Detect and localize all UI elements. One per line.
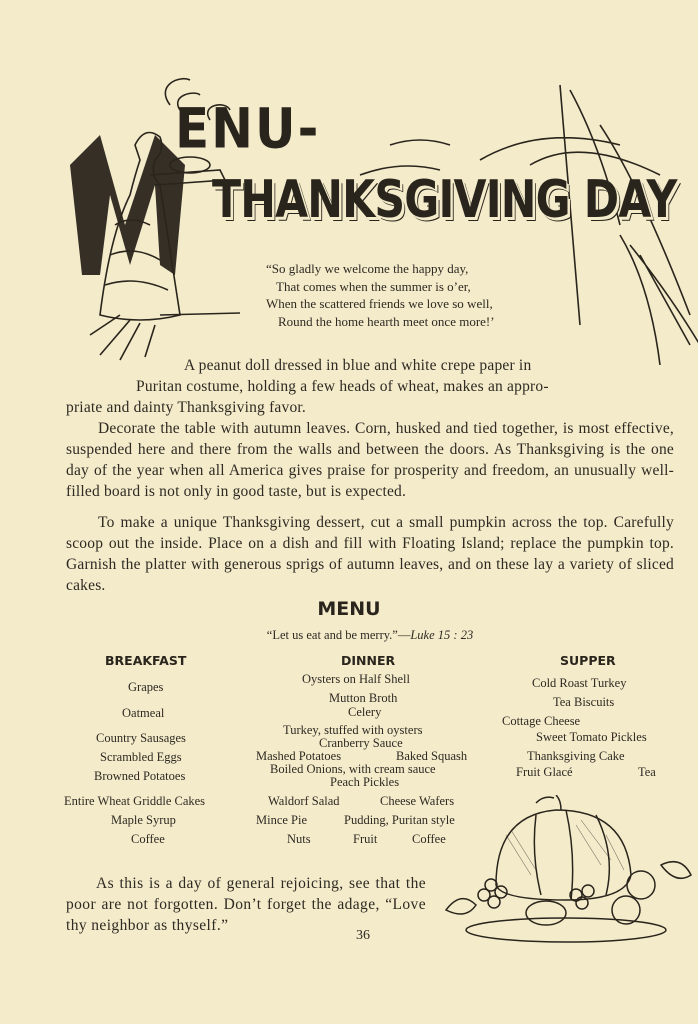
menu-item: Tea Biscuits (553, 695, 615, 709)
quote-reference: Luke 15 : 23 (410, 628, 474, 642)
menu-item: Cold Roast Turkey (532, 676, 627, 690)
pumpkin-platter-illustration (436, 795, 698, 955)
menu-item: Cheese Wafers (380, 794, 455, 808)
menu-item: Fruit Glacé (516, 765, 573, 779)
menu-item: Entire Wheat Griddle Cakes (64, 794, 206, 808)
poem-line: When the scattered friends we love so well, (266, 296, 493, 311)
menu-item: Grapes (128, 680, 164, 694)
paragraph-favor (66, 355, 674, 418)
menu-item: Country Sausages (96, 731, 186, 745)
breakfast-heading: BREAKFAST (105, 653, 187, 668)
poem-line: Round the home hearth meet once more!’ (278, 313, 495, 329)
paragraph-decorate: Decorate the table with autumn leaves. Corn, husked and tied together, is most effective, suspended here and there from the walls and between the doors. As Thanksgiving is the one day of the year when all America gives praise for prosperity and freedom, an unusually well-filled board is not only in good taste, but is expected. (66, 420, 674, 500)
closing-paragraph (66, 873, 426, 936)
menu-item: Turkey, stuffed with oysters (283, 723, 423, 737)
menu-item: Maple Syrup (111, 813, 176, 827)
poem-line: That comes when the summer is o’er, (276, 278, 471, 294)
title-thanksgiving-day: THANKSGIVING DAY (212, 170, 677, 230)
menu-item: Cranberry Sauce (319, 736, 403, 750)
title-menu: ENU- (175, 97, 321, 161)
poem-line: “So gladly we welcome the happy day, (266, 261, 469, 276)
menu-item: Coffee (412, 832, 446, 846)
paragraph-line: priate and dainty Thanksgiving favor. (66, 399, 306, 416)
paragraph-line: Puritan costume, holding a few heads of wheat, makes an appro- (136, 378, 549, 395)
paragraph-line: A peanut doll dressed in blue and white crepe paper in (184, 357, 532, 374)
menu-item: Waldorf Salad (268, 794, 340, 808)
menu-item: Cottage Cheese (502, 714, 581, 728)
menu-item: Scrambled Eggs (100, 750, 182, 764)
menu-quote (0, 628, 698, 643)
supper-heading: SUPPER (560, 653, 616, 668)
menu-item: Fruit (353, 832, 378, 846)
menu-item: Oysters on Half Shell (302, 672, 410, 686)
menu-item: Pudding, Puritan style (344, 813, 455, 827)
menu-item: Mashed Potatoes (256, 749, 342, 763)
menu-item: Mutton Broth (329, 691, 398, 705)
paragraph-dessert: To make a unique Thanksgiving dessert, cut a small pumpkin across the top. Carefully scoop out the inside. Place on a dish and fill with Floating Island; replace the pumpkin top. Garnish the platter with generous sprigs of autumn leaves, and on these lay a variety of sliced cakes. (66, 514, 674, 594)
menu-item: Baked Squash (396, 749, 468, 763)
menu-item: Boiled Onions, with cream sauce (270, 762, 436, 776)
menu-item: Celery (348, 705, 382, 719)
closing-text: As this is a day of general rejoicing, see that the poor are not forgotten. Don’t forget the adage, “Love thy neighbor as thyself.” (66, 875, 426, 934)
dinner-heading: DINNER (341, 653, 396, 668)
menu-item: Browned Potatoes (94, 769, 186, 783)
quote-text: “Let us eat and be merry.”— (266, 628, 411, 642)
menu-item: Mince Pie (256, 813, 308, 827)
menu-heading: MENU (317, 598, 381, 620)
page-number: 36 (356, 928, 370, 943)
menu-item: Tea (638, 765, 656, 779)
menu-item: Oatmeal (122, 706, 165, 720)
menu-item: Peach Pickles (330, 775, 400, 789)
menu-item: Sweet Tomato Pickles (536, 730, 647, 744)
menu-item: Thanksgiving Cake (527, 749, 625, 763)
poem (262, 260, 495, 330)
menu-item: Nuts (287, 832, 311, 846)
menu-item: Coffee (131, 832, 165, 846)
